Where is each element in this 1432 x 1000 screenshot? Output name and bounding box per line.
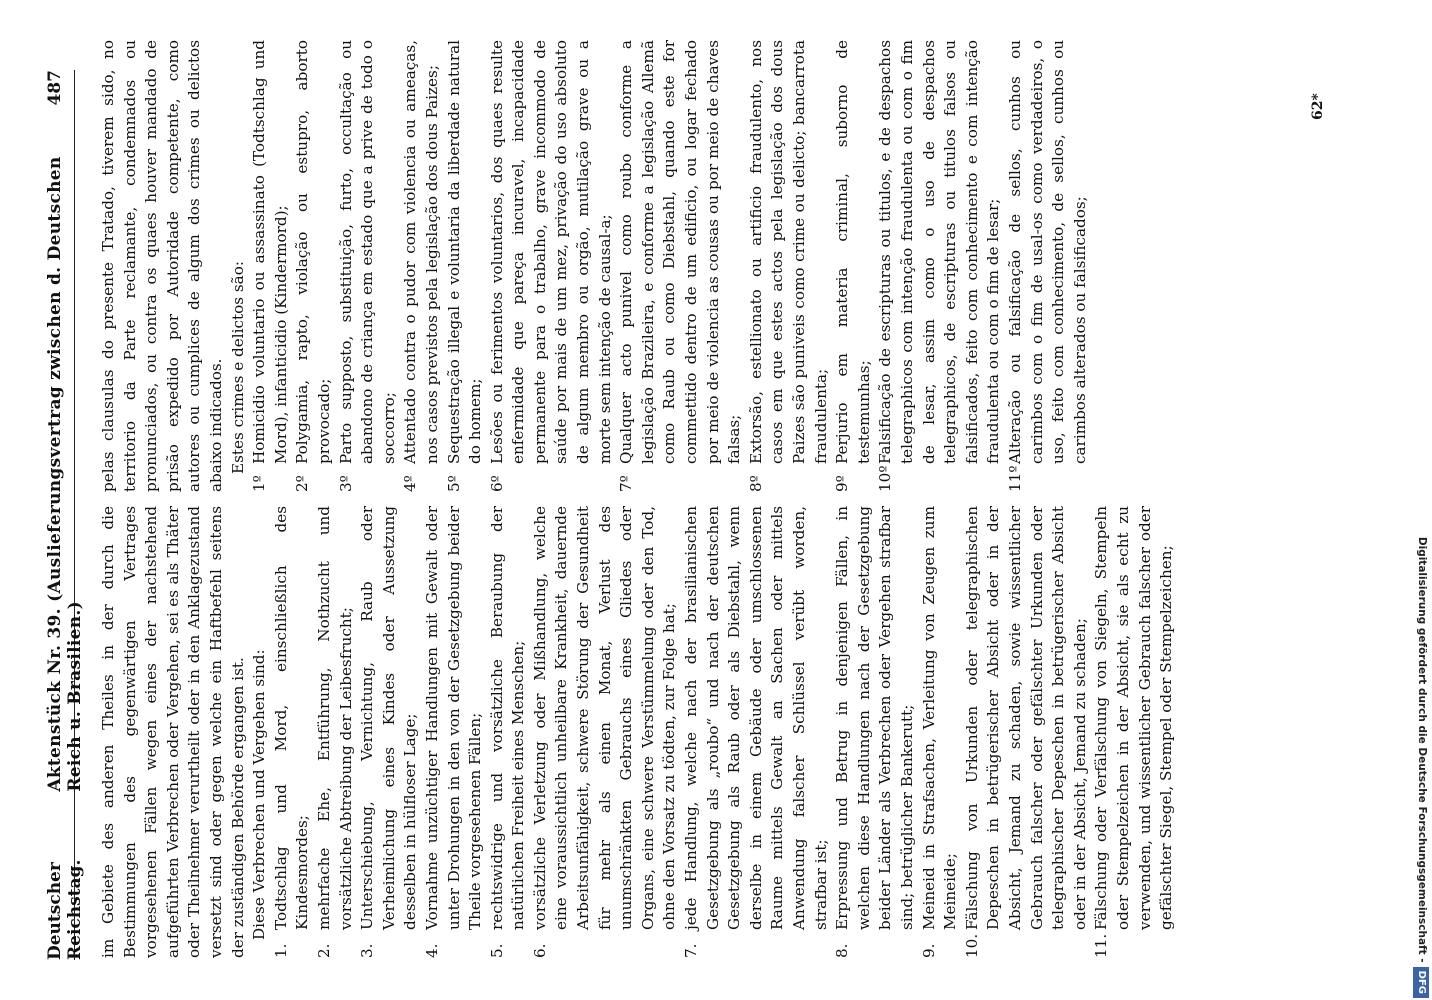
item-text: jede Handlung, welche nach der brasilianischen Gesetzgebung als „roubo“ und nach der deutschen Gesetzgebung als Raub oder als Diebstahl, wenn derselbe in einem Gebäude oder umschlossenen Raume mittels Gewalt an Sachen oder mittels Anwendung falscher Schlüssel verübt worden, strafbar ist; [682, 506, 830, 930]
item-number: 11º [1005, 465, 1024, 492]
list-item [616, 40, 746, 492]
item-text: Falsificação de escripturas ou titulos, e de despachos telegraphicos com intenção fraudulenta ou com o fim de lesar, assim como o uso de despachos telegraphicos, de escripturas ou titulos falsos ou falsificados, feito com conhecimento e com intenção fraudulenta ou com o fim de lesar; [876, 40, 1003, 464]
item-number: 9. [919, 943, 938, 958]
item-text: Sequestração illegal e voluntaria da liberdade natural do homem; [444, 40, 485, 464]
item-text: Todtschlag und Mord, einschließlich des Kindesmordes; [271, 506, 312, 930]
list-item [832, 506, 918, 958]
portuguese-intro: pelas clausulas do presente Tratado, tiverem sido, no territorio da Parte reclamante, condemnados ou pronunciados, ou contra os quaes houver mandado de prisão expedido por Autoridade competente, como autores ou cumplices de algum dos crimes ou delictos abaixo indicados. [99, 40, 225, 492]
item-text: vorsätzliche Verletzung oder Mißhandlung, welche eine voraussichtlich unheilbare Krankheit, dauernde Arbeitsunfähigkeit, schwere Störung der Gesundheit für mehr als einen Monat, Verlust des unumschränkten Gebrauchs eines Gliedes oder Organs, eine schwere Verstümmelung oder den Tod, ohne den Vorsatz zu tödten, zur Folge hat; [530, 506, 679, 930]
list-item [746, 40, 832, 492]
item-number: 10. [962, 933, 981, 958]
item-text: Extorsão, estellionato ou artificio fraudulento, nos casos em que estes actos pela legislação dos dous Paizes são puniveis como crime ou delicto; bancarrota fraudulenta; [746, 40, 830, 464]
item-number: 5º [444, 475, 463, 492]
dfg-note-text: Digitalisierung gefördert durch die Deutsche Forschungsgemeinschaft - [1416, 536, 1428, 963]
list-item [336, 40, 401, 492]
list-item [292, 40, 335, 492]
dfg-logo-badge: DFG [1413, 967, 1429, 998]
list-item [530, 506, 681, 958]
german-items-list [271, 506, 1178, 958]
item-number: 8º [746, 475, 765, 492]
list-item [249, 40, 292, 492]
german-column [98, 506, 1178, 958]
list-item [832, 40, 875, 492]
item-number: 3º [336, 475, 355, 492]
list-item [487, 506, 530, 958]
item-text: Lesões ou ferimentos voluntarios, dos quaes resulte enfermidade que pareça incuravel, incapacidade permanente para o trabalho, grave incommodo de saúde por mais de um mez, privação do uso absoluto de algum membro ou orgão, mutilação grave ou a morte sem intenção de causal-a; [487, 40, 614, 464]
item-number: 1º [250, 475, 269, 492]
item-text: Qualquer acto punivel como roubo conforme a legislação Brazileira, e conforme a legislação Allemã como Raub ou como Diebstahl, quando este for commettido dentro de um edificio, ou logar fechado por meio de violencia as cousas ou por meio de chaves falsas; [617, 40, 744, 464]
item-number: 6º [487, 475, 506, 492]
item-number: 7º [617, 475, 636, 492]
list-item [444, 40, 487, 492]
item-number: 4º [401, 475, 420, 492]
list-item [400, 40, 443, 492]
item-number: 6. [530, 943, 549, 958]
item-number: 11. [1092, 933, 1111, 958]
list-item [681, 506, 832, 958]
item-number: 5. [487, 943, 506, 958]
page-number: 487 [45, 70, 65, 106]
item-number: 8. [833, 943, 852, 958]
item-text: Perjurio em materia criminal, suborno de testemunhas; [833, 40, 873, 464]
list-item [271, 506, 314, 958]
list-item [1091, 506, 1177, 958]
item-number: 2º [293, 475, 312, 492]
list-item [314, 506, 357, 958]
item-text: Meineid in Strafsachen, Verleitung von Zeugen zum Meineide; [919, 506, 960, 930]
item-text: Unterschiebung, Vernichtung, Raub oder Verheimlichung eines Kindes oder Aussetzung desselben in hülfloser Lage; [358, 506, 420, 930]
list-item [1005, 40, 1091, 492]
german-intro: im Gebiete des anderen Theiles in der durch die Bestimmungen des gegenwärtigen Vertrages vorgesehenen Fällen wegen eines der nachstehend aufgeführten Verbrechen oder Vergehen, sei es als Thäter oder Theilnehmer verurtheilt oder in den Anklagezustand versetzt sind oder gegen welche ein Haftbefehl seitens der zuständigen Behörde ergangen ist. [99, 506, 247, 958]
item-text: Parto supposto, substituição, furto, occultação ou abandono de criança em estado que a prive de todo o soccorro; [336, 40, 398, 464]
item-text: Polygamia, rapto, violação ou estupro, aborto provocado; [293, 40, 333, 464]
header-title: Aktenstück Nr. 39. (Auslieferungsvertrag zwischen d. Deutschen Reich u. Brasilien.) [45, 156, 85, 792]
german-lead: Diese Verbrechen und Vergehen sind: [250, 649, 269, 940]
portuguese-column [98, 40, 1091, 492]
list-item [487, 40, 617, 492]
item-number: 3. [358, 943, 377, 958]
header-left: Deutscher Reichstag. [45, 859, 85, 960]
list-item [422, 506, 487, 958]
item-text: mehrfache Ehe, Entführung, Nothzucht und vorsätzliche Abtreibung der Leibesfrucht; [314, 506, 355, 930]
item-number: 4. [422, 943, 441, 958]
dfg-margin-note [1414, 8, 1430, 998]
list-item [875, 40, 1005, 492]
item-number: 2. [314, 943, 333, 958]
item-number: 10º [876, 465, 895, 492]
item-text: Fälschung oder Verfälschung von Siegeln, Stempeln oder Stempelzeichen in der Absicht, sie als echt zu verwenden, und wissentlicher Gebrauch falscher oder gefälschter Siegel, Stempel oder Stempelzeichen; [1092, 506, 1176, 930]
item-text: rechtswidrige und vorsätzliche Beraubung der natürlichen Freiheit eines Menschen; [487, 506, 528, 930]
item-text: Erpressung und Betrug in denjenigen Fällen, in welchen diese Handlungen nach der Gesetzgebung beider Länder als Verbrechen oder Vergehen strafbar sind; betrüglicher Bankerutt; [833, 506, 916, 930]
item-number: 1. [271, 943, 290, 958]
list-item [357, 506, 422, 958]
item-text: Vornahme unzüchtiger Handlungen mit Gewalt oder unter Drohungen in den von der Gesetzgebung beider Theile vorgesehenen Fällen; [422, 506, 485, 930]
item-number: 7. [682, 943, 701, 958]
item-text: Fälschung von Urkunden oder telegraphischen Depeschen in betrügerischer Absicht oder in der Absicht, Jemand zu schaden, sowie wissentlicher Gebrauch falscher oder gefälschter Urkunden oder telegraphischer Depeschen in betrügerischer Absicht oder in der Absicht, Jemand zu schaden; [962, 506, 1089, 930]
portuguese-items-list [249, 40, 1091, 492]
item-text: Alteração ou falsificação de sellos, cunhos ou carimbos com o fim de usal-os como verdadeiros, o uso, feito com conhecimento, de sellos, cunhos ou carimbos alterados ou falsificados; [1005, 40, 1089, 464]
list-item [962, 506, 1092, 958]
item-text: Attentado contra o pudor com violencia ou ameaças, nos casos previstos pela legislação dos dous Paizes; [401, 40, 441, 464]
portuguese-lead: Estes crimes e delictos são: [228, 261, 247, 474]
item-number: 9º [833, 475, 852, 492]
list-item [919, 506, 962, 958]
signature-mark: 62* [1310, 93, 1326, 120]
item-text: Homicidio voluntario ou assassinato (Todtschlag und Mord), infanticidio (Kindermord); [250, 40, 290, 464]
running-header [45, 70, 85, 960]
